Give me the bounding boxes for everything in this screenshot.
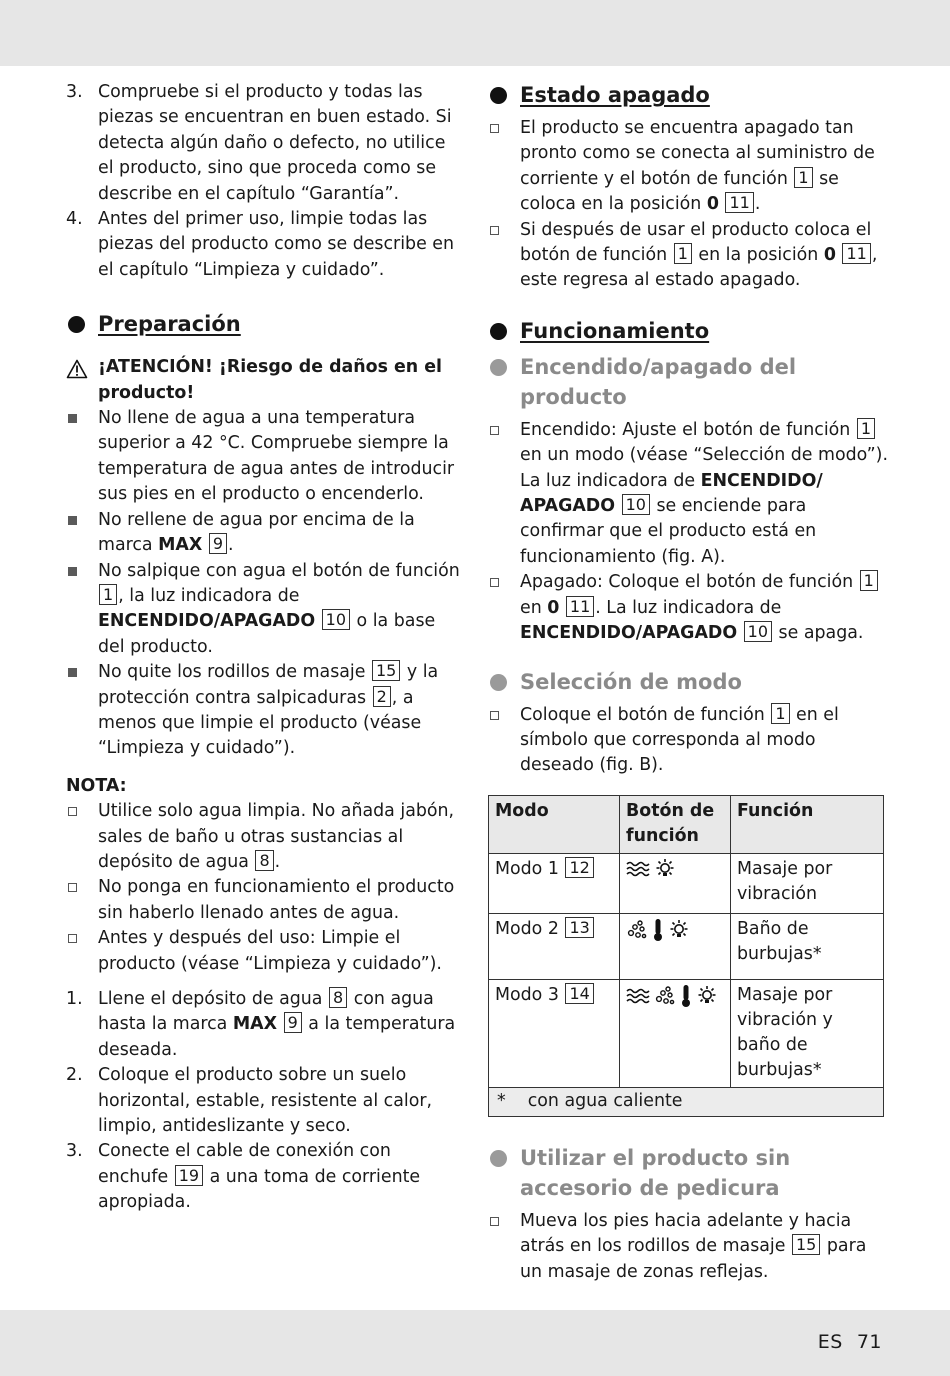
checkbox-bullet-icon	[490, 1217, 499, 1226]
bold-term: ENCENDIDO/APAGADO	[520, 623, 738, 644]
ref-number: 11	[566, 596, 594, 617]
onoff-list	[488, 418, 888, 647]
ref-number: 1	[857, 418, 875, 439]
table-cell-mode: Modo 3 14	[489, 979, 620, 1087]
step-number: 3.	[66, 1141, 83, 1162]
bullet-dot-icon	[490, 1150, 507, 1167]
step-item: 3. Compruebe si el producto y todas las piezas se encuentran en buen estado. Si detecta algún daño o defecto, no utilice el producto, sino que proceda como se describe en el capítulo “Garantía”.	[66, 82, 452, 204]
section-heading-preparacion: Preparación	[66, 309, 466, 339]
ref-number: 11	[725, 192, 753, 213]
page-number: ES 71	[817, 1331, 882, 1353]
note-list	[66, 799, 466, 977]
ref-number: 8	[255, 850, 273, 871]
table-header: Función	[731, 795, 884, 853]
thermometer-icon	[680, 984, 692, 1016]
table-cell-function: Baño de burbujas*	[731, 913, 884, 979]
ref-number: 9	[209, 533, 227, 554]
subsection-heading-sin-accesorio: Utilizar el producto sin accesorio de pedicura	[488, 1143, 888, 1203]
table-header: Botón de función	[620, 795, 731, 853]
left-column	[66, 80, 466, 1216]
header-band	[0, 0, 950, 66]
steps-list-a	[66, 80, 466, 283]
checkbox-bullet-icon	[490, 124, 499, 133]
table-header: Modo	[489, 795, 620, 853]
onoff-item: Encendido: Ajuste el botón de función 1 en un modo (véase “Selección de modo”). La luz indicadora de ENCENDIDO/ APAGADO 10 se enciende para confirmar que el producto está en funcionamiento (fig. A).	[488, 418, 888, 570]
subsection-heading-seleccion: Selección de modo	[488, 667, 888, 697]
step-item: 2. Coloque el producto sobre un suelo horizontal, estable, resistente al calor, limpio, antideslizante y seco.	[66, 1065, 433, 1137]
ref-number: 15	[372, 660, 400, 681]
checkbox-bullet-icon	[68, 807, 77, 816]
mode-table	[488, 795, 884, 1117]
ref-number: 11	[842, 243, 870, 264]
vibration-icon	[626, 987, 650, 1012]
ref-number: 10	[322, 609, 350, 630]
bullet-dot-icon	[490, 87, 507, 104]
table-cell-mode: Modo 1 12	[489, 853, 620, 913]
table-row	[489, 853, 884, 913]
table-header-row	[489, 795, 884, 853]
table-cell-icons	[620, 913, 731, 979]
bullet-dot-icon	[490, 323, 507, 340]
warning-item: No quite los rodillos de masaje 15 y la protección contra salpicaduras 2 , a menos que limpie el producto (véase “Limpieza y cuidado”).	[66, 660, 466, 762]
bold-term: MAX	[232, 1014, 278, 1035]
ref-number: 19	[175, 1165, 203, 1186]
table-footnote-row	[489, 1087, 884, 1116]
step-item: 1. Llene el depósito de agua 8 con agua hasta la marca MAX 9 a la temperatura deseada.	[66, 988, 456, 1060]
note-item: No ponga en funcionamiento el producto sin haberlo llenado antes de agua.	[66, 875, 466, 926]
bubbles-icon	[654, 985, 676, 1015]
light-icon	[654, 858, 676, 888]
light-icon	[668, 919, 690, 949]
warning-heading: ¡ATENCIÓN! ¡Riesgo de daños en el producto!	[66, 355, 466, 406]
footer-band	[0, 1310, 950, 1376]
table-cell-mode: Modo 2 13	[489, 913, 620, 979]
ref-number: 15	[792, 1234, 820, 1255]
bold-term: 0	[547, 597, 560, 618]
warning-item: No rellene de agua por encima de la marca MAX 9 .	[66, 508, 466, 559]
off-item: Si después de usar el producto coloca el botón de función 1 en la posición 0 11 , este regresa al estado apagado.	[488, 218, 888, 294]
step-item: 3. Conecte el cable de conexión con enchufe 19 a una toma de corriente apropiada.	[66, 1141, 421, 1213]
square-bullet-icon	[68, 668, 77, 677]
step-number: 1.	[66, 989, 83, 1009]
note-item: Utilice solo agua limpia. No añada jabón, sales de baño u otras sustancias al depósito de agua 8 .	[66, 799, 466, 875]
square-bullet-icon	[68, 567, 77, 576]
ref-number: 14	[565, 983, 593, 1004]
step-number: 2.	[66, 1065, 83, 1086]
noacc-list	[488, 1209, 888, 1285]
right-column	[488, 80, 888, 1285]
ref-number: 8	[329, 987, 347, 1008]
ref-number: 10	[744, 621, 772, 642]
step-number: 4.	[66, 209, 83, 230]
bullet-dot-icon	[68, 316, 85, 333]
section-heading-funcionamiento: Funcionamiento	[488, 316, 888, 346]
steps-list-b	[66, 987, 466, 1216]
off-list	[488, 116, 888, 294]
step-number: 3.	[66, 82, 83, 102]
bold-term: 0	[823, 245, 836, 266]
warning-item: No llene de agua a una temperatura superior a 42 °C. Compruebe siempre la temperatura de agua antes de introducir sus pies en el producto o encenderlo.	[66, 406, 466, 508]
ref-number: 1	[674, 243, 692, 264]
step-item: 4. Antes del primer uso, limpie todas las piezas del producto como se describe en el capítulo “Limpieza y cuidado”.	[66, 209, 455, 280]
checkbox-bullet-icon	[490, 226, 499, 235]
bullet-dot-icon	[490, 674, 507, 691]
table-footnote: * con agua caliente	[489, 1087, 884, 1116]
subsection-heading-encendido: Encendido/apagado del producto	[488, 352, 888, 412]
ref-number: 2	[373, 686, 391, 707]
warning-list	[66, 406, 466, 762]
section-heading-estado-apagado: Estado apagado	[488, 80, 888, 110]
ref-number: 12	[565, 857, 593, 878]
ref-number: 1	[99, 584, 117, 605]
warning-triangle-icon	[66, 359, 88, 379]
table-cell-icons	[620, 979, 731, 1087]
bold-term: 0	[706, 194, 719, 215]
vibration-icon	[626, 860, 650, 885]
table-cell-icons	[620, 853, 731, 913]
ref-number: 1	[860, 570, 878, 591]
table-cell-function: Masaje por vibración	[731, 853, 884, 913]
bold-term: ENCENDIDO/APAGADO	[98, 611, 316, 632]
thermometer-icon	[652, 918, 664, 950]
checkbox-bullet-icon	[490, 578, 499, 587]
ref-number: 9	[284, 1012, 302, 1033]
mode-item: Coloque el botón de función 1 en el símbolo que corresponda al modo deseado (fig. B).	[488, 703, 888, 779]
ref-number: 10	[622, 494, 650, 515]
ref-number: 1	[771, 703, 789, 724]
checkbox-bullet-icon	[490, 711, 499, 720]
note-item: Antes y después del uso: Limpie el producto (véase “Limpieza y cuidado”).	[66, 926, 466, 977]
table-row	[489, 913, 884, 979]
square-bullet-icon	[68, 414, 77, 423]
bullet-dot-icon	[490, 359, 507, 376]
bold-term: MAX	[158, 535, 203, 556]
table-row	[489, 979, 884, 1087]
warning-item: No salpique con agua el botón de función 1 , la luz indicadora de ENCENDIDO/APAGADO 10 o la base del producto.	[66, 559, 466, 661]
checkbox-bullet-icon	[68, 883, 77, 892]
ref-number: 1	[794, 167, 812, 188]
ref-number: 13	[565, 917, 593, 938]
table-cell-function: Masaje por vibración y baño de burbujas*	[731, 979, 884, 1087]
checkbox-bullet-icon	[68, 934, 77, 943]
light-icon	[696, 985, 718, 1015]
square-bullet-icon	[68, 516, 77, 525]
bold-term: ENCENDIDO/ APAGADO	[520, 470, 823, 517]
checkbox-bullet-icon	[490, 426, 499, 435]
note-label: NOTA:	[66, 775, 127, 796]
bubbles-icon	[626, 919, 648, 949]
onoff-item: Apagado: Coloque el botón de función 1 en 0 11 . La luz indicadora de ENCENDIDO/APAGADO 10 se apaga.	[488, 570, 888, 646]
noacc-item: Mueva los pies hacia adelante y hacia atrás en los rodillos de masaje 15 para un masaje de zonas reflejas.	[488, 1209, 888, 1285]
off-item: El producto se encuentra apagado tan pronto como se conecta al suministro de corriente y el botón de función 1 se coloca en la posición 0 11 .	[488, 116, 888, 218]
mode-list	[488, 703, 888, 779]
